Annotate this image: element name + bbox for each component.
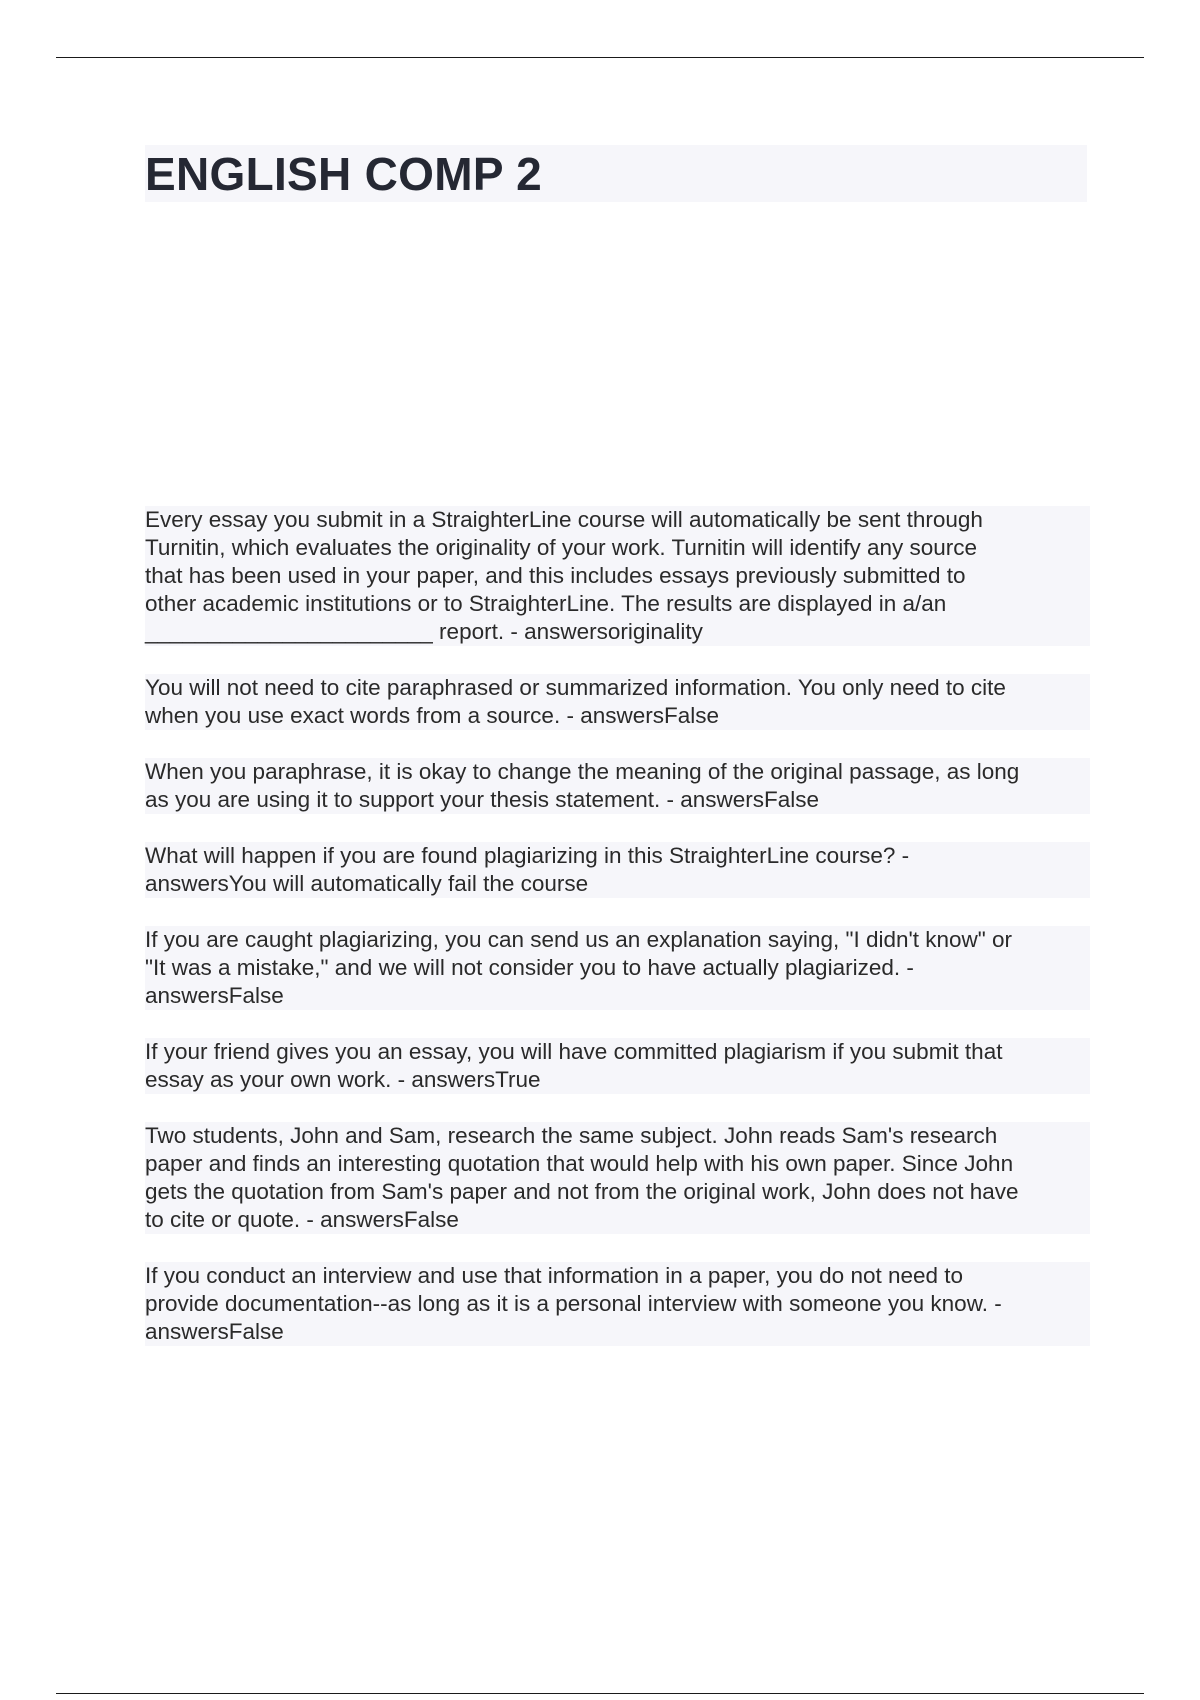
qa-item-2: You will not need to cite paraphrased or summarized information. You only need to cite when you use exact words from a source. - answersFalse — [145, 674, 1090, 730]
qa-item-4: What will happen if you are found plagiarizing in this StraighterLine course? - answersYou will automatically fail the course — [145, 842, 1090, 898]
qa-list — [145, 506, 1090, 1374]
qa-item-6: If your friend gives you an essay, you will have committed plagiarism if you submit that essay as your own work. - answersTrue — [145, 1038, 1090, 1094]
top-rule — [56, 57, 1144, 58]
qa-item-5: If you are caught plagiarizing, you can send us an explanation saying, "I didn't know" or "It was a mistake," and we will not consider you to have actually plagiarized. - answersFalse — [145, 926, 1090, 1010]
qa-item-1: Every essay you submit in a StraighterLine course will automatically be sent through Turnitin, which evaluates the originality of your work. Turnitin will identify any source that has been used in your paper, and this includes essays previously submitted to other academic institutions or to StraighterLine. The results are displayed in a/an _______________________ report. - answersoriginality — [145, 506, 1090, 646]
bottom-rule — [56, 1693, 1144, 1694]
document-title: ENGLISH COMP 2 — [145, 148, 542, 200]
qa-item-7: Two students, John and Sam, research the same subject. John reads Sam's research paper and finds an interesting quotation that would help with his own paper. Since John gets the quotation from Sam's paper and not from the original work, John does not have to cite or quote. - answersFalse — [145, 1122, 1090, 1234]
qa-item-3: When you paraphrase, it is okay to change the meaning of the original passage, as long as you are using it to support your thesis statement. - answersFalse — [145, 758, 1090, 814]
qa-item-8: If you conduct an interview and use that information in a paper, you do not need to provide documentation--as long as it is a personal interview with someone you know. - answersFalse — [145, 1262, 1090, 1346]
